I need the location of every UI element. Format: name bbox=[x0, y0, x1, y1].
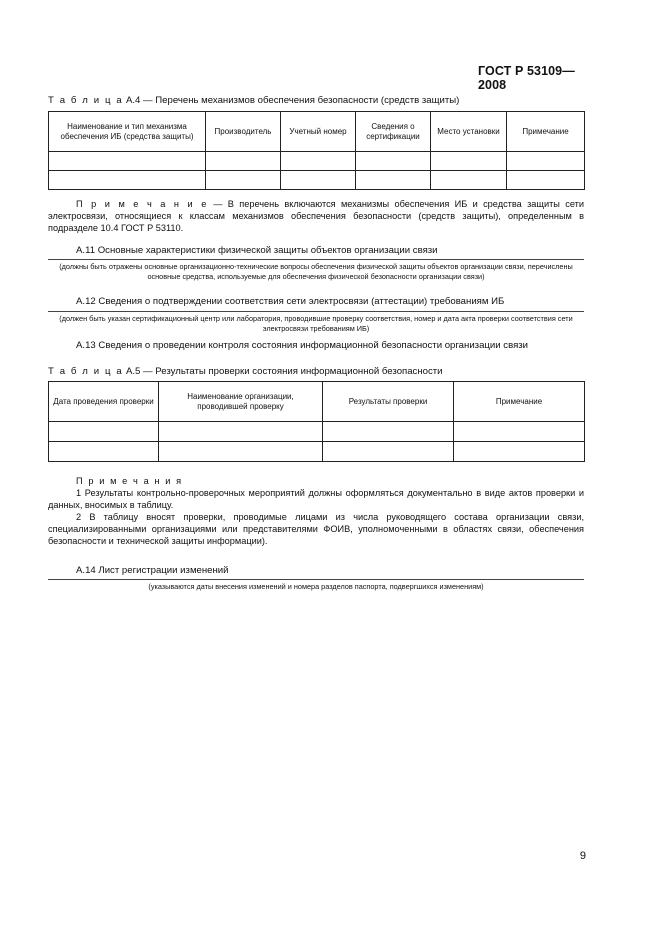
table-a4-caption bbox=[48, 95, 459, 106]
table-cell bbox=[206, 152, 281, 171]
table-cell bbox=[507, 152, 585, 171]
section-a11-hint: (должны быть отражены основные организационно-технические вопросы обеспечения физической защиты объектов организации связи, перечислены основные средства, используемые для обеспечения физической безопасности организации связи) bbox=[59, 262, 573, 281]
section-a12-fill-line bbox=[48, 311, 584, 312]
table-a5-note-1 bbox=[48, 487, 584, 511]
section-a14-title: А.14 Лист регистрации изменений bbox=[76, 565, 229, 576]
table-a4 bbox=[48, 111, 585, 190]
table-a4-col-name: Наименование и тип механизма обеспечения ИБ (средства защиты) bbox=[49, 112, 206, 152]
section-a12-title: А.12 Сведения о подтверждении соответствия сети электросвязи (аттестации) требованиям ИБ bbox=[76, 296, 505, 307]
table-a4-header-row bbox=[49, 112, 585, 152]
table-a4-col-manufacturer: Производитель bbox=[206, 112, 281, 152]
section-a14-hint: (указываются даты внесения изменений и номера разделов паспорта, подвергшихся изменениям) bbox=[148, 582, 484, 591]
table-row bbox=[49, 152, 585, 171]
table-cell bbox=[206, 171, 281, 190]
table-a5-header-row bbox=[49, 382, 585, 422]
section-a13-title: А.13 Сведения о проведении контроля состояния информационной безопасности организации связи bbox=[76, 340, 529, 351]
table-row bbox=[49, 422, 585, 442]
table-a5 bbox=[48, 381, 585, 462]
section-a14-fill-line bbox=[48, 579, 584, 580]
table-cell bbox=[49, 171, 206, 190]
table-cell bbox=[431, 171, 507, 190]
table-a4-col-account-number: Учетный номер bbox=[281, 112, 356, 152]
table-a5-caption bbox=[48, 366, 443, 377]
table-row bbox=[49, 442, 585, 462]
table-a5-col-date: Дата проведения проверки bbox=[49, 382, 159, 422]
table-cell bbox=[356, 152, 431, 171]
table-a5-col-organization: Наименование организации, проводившей проверку bbox=[159, 382, 323, 422]
table-cell bbox=[323, 442, 454, 462]
table-cell bbox=[356, 171, 431, 190]
table-a5-col-note: Примечание bbox=[454, 382, 585, 422]
section-a11-title: А.11 Основные характеристики физической защиты объектов организации связи bbox=[76, 245, 438, 256]
table-cell bbox=[323, 422, 454, 442]
table-a4-col-location: Место установки bbox=[431, 112, 507, 152]
note-label: П р и м е ч а н и е bbox=[76, 199, 208, 209]
table-a4-col-certification: Сведения о сертификации bbox=[356, 112, 431, 152]
table-cell bbox=[431, 152, 507, 171]
table-cell bbox=[454, 442, 585, 462]
table-a4-title: А.4 — Перечень механизмов обеспечения безопасности (средств защиты) bbox=[125, 95, 460, 106]
table-cell bbox=[49, 152, 206, 171]
section-a12-hint: (должен быть указан сертификационный центр или лаборатория, проводившие проверку соответствия, номер и дата акта проверки соответствия сети электросвязи требованиям ИБ) bbox=[59, 314, 573, 333]
table-cell bbox=[507, 171, 585, 190]
table-cell bbox=[49, 442, 159, 462]
section-a11-fill-line bbox=[48, 259, 584, 260]
note-text: — В перечень включаются механизмы обеспечения ИБ и средства защиты сети электросвязи, относящиеся к классам механизмов обеспечения безопасности (средств защиты), определенным в подразделе 10.4 ГОСТ Р 53110. bbox=[48, 199, 584, 233]
table-cell bbox=[281, 152, 356, 171]
table-a5-col-results: Результаты проверки bbox=[323, 382, 454, 422]
note-item-2: 2 В таблицу вносят проверки, проводимые лицами из числа руководящего состава организации связи, специализированными организациями или представителями ФОИВ, уполномоченными в областях связи, обеспечения безопасности и технической защиты информации). bbox=[48, 512, 584, 546]
page-number: 9 bbox=[579, 850, 586, 862]
notes-label: П р и м е ч а н и я bbox=[76, 476, 183, 486]
table-cell bbox=[281, 171, 356, 190]
table-a5-title: А.5 — Результаты проверки состояния информационной безопасности bbox=[125, 366, 443, 377]
table-a4-label: Т а б л и ц а bbox=[48, 95, 124, 106]
table-cell bbox=[159, 422, 323, 442]
table-a4-col-note: Примечание bbox=[507, 112, 585, 152]
table-a5-label: Т а б л и ц а bbox=[48, 366, 124, 377]
document-code: ГОСТ Р 53109—2008 bbox=[478, 64, 575, 92]
table-row bbox=[49, 171, 585, 190]
note-item-1: 1 Результаты контрольно-проверочных мероприятий должны оформляться документально в виде актов проверки и данных, вносимых в таблицу. bbox=[48, 488, 584, 510]
table-cell bbox=[49, 422, 159, 442]
table-a5-notes-label bbox=[48, 475, 584, 487]
table-cell bbox=[454, 422, 585, 442]
table-a4-note bbox=[48, 198, 584, 234]
table-a5-note-2 bbox=[48, 511, 584, 547]
table-cell bbox=[159, 442, 323, 462]
